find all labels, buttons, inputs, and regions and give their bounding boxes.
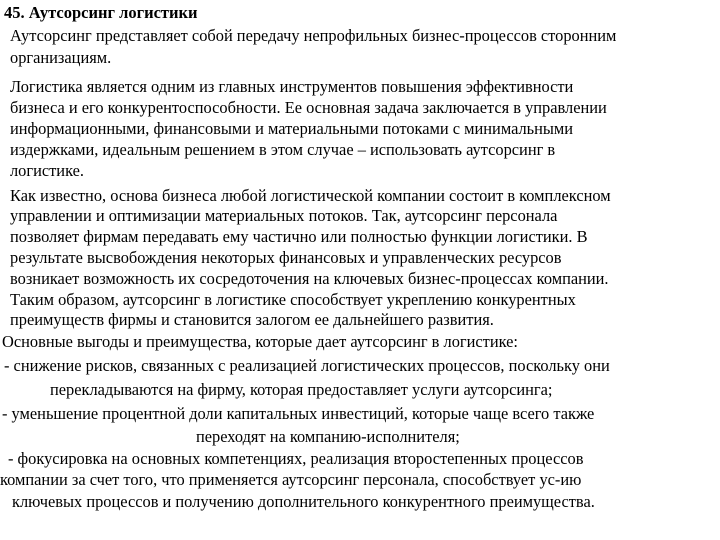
text-line: издержками, идеальным решением в этом случае – использовать аутсорсинг в [10,140,556,159]
document-title: 45. Аутсорсинг логистики [4,3,198,22]
list-item-line: ключевых процессов и получению дополнительного конкурентного преимущества. [12,492,595,511]
text-line: позволяет фирмам передавать ему частично или полностью функции логистики. В [10,227,588,246]
text-line: логистике. [10,161,85,180]
text-line: информационными, финансовыми и материальными потоками с минимальными [10,119,574,138]
list-item-line: компании за счет того, что применяется аутсорсинг персонала, способствует ус-ию [0,470,582,489]
text-line: Основные выгоды и преимущества, которые дает аутсорсинг в логистике: [2,332,518,351]
list-item-line: переходят на компанию-исполнителя; [196,427,460,446]
text-line: возникает возможность их сосредоточения на ключевых бизнес-процессах компании. [10,269,609,288]
text-line: результате высвобождения некоторых финансовых и управленческих ресурсов [10,248,562,267]
list-item-line: - снижение рисков, связанных с реализацией логистических процессов, поскольку они [4,356,610,375]
text-line: Аутсорсинг представляет собой передачу непрофильных бизнес-процессов сторонним [10,26,617,45]
text-line: Как известно, основа бизнеса любой логистической компании состоит в комплексном [10,186,611,205]
text-line: организациям. [10,48,112,67]
list-item-line: - уменьшение процентной доли капитальных инвестиций, которые чаще всего также [2,404,595,423]
text-line: Логистика является одним из главных инструментов повышения эффективности [10,77,574,96]
text-line: преимуществ фирмы и становится залогом ее дальнейшего развития. [10,310,494,329]
text-line: бизнеса и его конкурентоспособности. Ее основная задача заключается в управлении [10,98,607,117]
list-item-line: - фокусировка на основных компетенциях, реализация второстепенных процессов [8,449,584,468]
list-item-line: перекладываются на фирму, которая предоставляет услуги аутсорсинга; [50,380,553,399]
text-line: управлении и оптимизации материальных потоков. Так, аутсорсинг персонала [10,206,558,225]
text-line: Таким образом, аутсорсинг в логистике способствует укреплению конкурентных [10,290,576,309]
